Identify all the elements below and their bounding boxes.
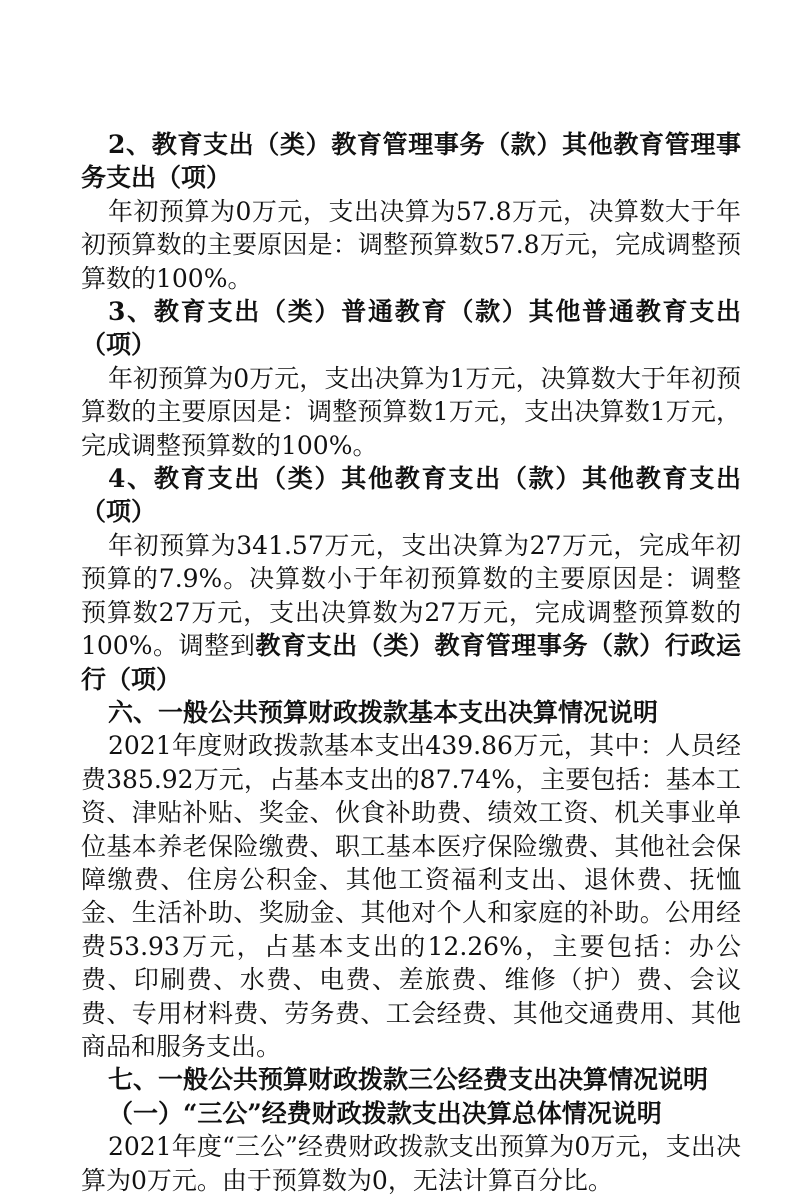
section-heading-3: 3、教育支出（类）普通教育（款）其他普通教育支出（项） <box>81 297 741 360</box>
paragraph-2: 年初预算为0万元，支出决算为57.8万元，决算数大于年初预算数的主要原因是：调整预算数57.8万元，完成调整预算数的100%。 <box>81 196 741 293</box>
section-heading-4: 4、教育支出（类）其他教育支出（款）其他教育支出（项） <box>81 464 741 527</box>
paragraph-4-bold-text: 教育支出（类）教育管理事务（款）行政运行（项） <box>81 631 741 694</box>
subsection-heading-7-1: （一）“三公”经费财政拨款支出决算总体情况说明 <box>108 1098 662 1128</box>
paragraph-4-text: 年初预算为341.57万元，支出决算为27万元，完成年初预算的7.9%。决算数小于年初预算数的主要原因是：调整预算数27万元，支出决算数为27万元，完成调整预算数的100%。调整到 <box>81 530 741 661</box>
paragraph-3: 年初预算为0万元，支出决算为1万元，决算数大于年初预算数的主要原因是：调整预算数1万元，支出决算数1万元，完成调整预算数的100%。 <box>81 363 741 460</box>
document-page <box>81 128 741 1197</box>
paragraph-6: 2021年度财政拨款基本支出439.86万元，其中：人员经费385.92万元，占基本支出的87.74%，主要包括：基本工资、津贴补贴、奖金、伙食补助费、绩效工资、机关事业单位基本养老保险缴费、职工基本医疗保险缴费、其他社会保障缴费、住房公积金、其他工资福利支出、退休费、抚恤金、生活补助、奖励金、其他对个人和家庭的补助。公用经费53.93万元，占基本支出的12.26%，主要包括：办公费、印刷费、水费、电费、差旅费、维修（护）费、会议费、专用材料费、劳务费、工会经费、其他交通费用、其他商品和服务支出。 <box>81 731 741 1061</box>
paragraph-4 <box>81 529 741 696</box>
section-heading-2: 2、教育支出（类）教育管理事务（款）其他教育管理事务支出（项） <box>81 130 741 193</box>
paragraph-7-1: 2021年度“三公”经费财政拨款支出预算为0万元，支出决算为0万元。由于预算数为0，无法计算百分比。 <box>81 1132 741 1195</box>
section-heading-7: 七、一般公共预算财政拨款三公经费支出决算情况说明 <box>108 1065 709 1095</box>
section-heading-6: 六、一般公共预算财政拨款基本支出决算情况说明 <box>108 697 659 727</box>
